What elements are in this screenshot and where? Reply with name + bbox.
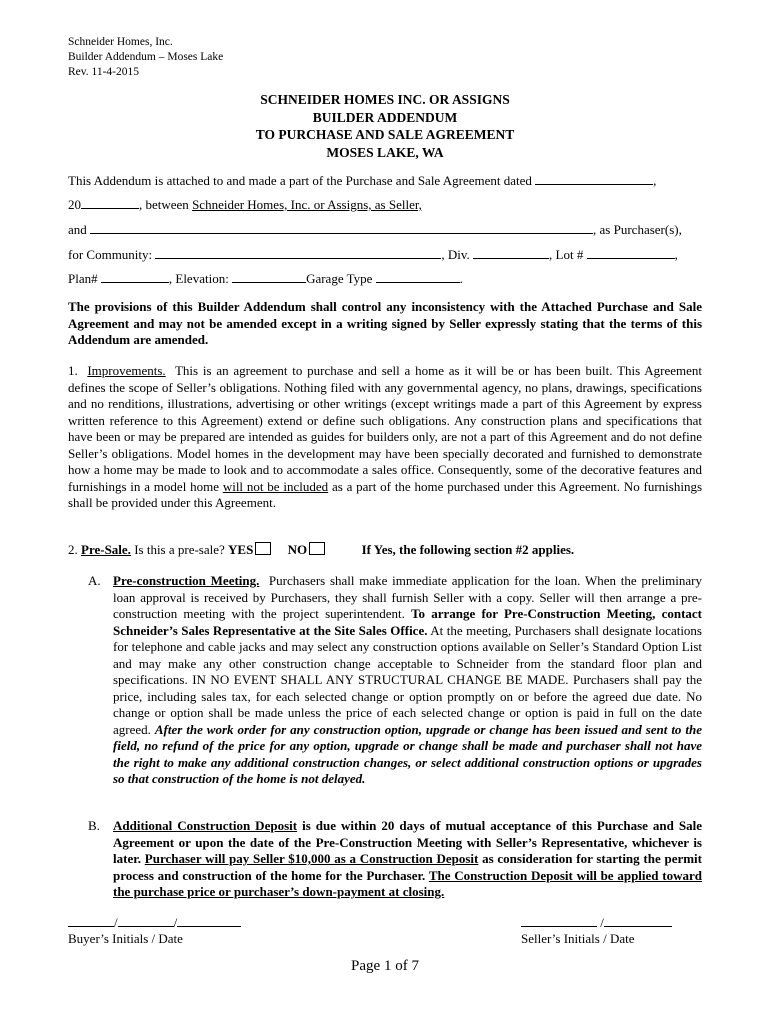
community-blank[interactable] bbox=[155, 246, 441, 259]
document-title bbox=[0, 91, 770, 161]
title-line-4: MOSES LAKE, WA bbox=[326, 144, 444, 160]
section-a-heading: Pre-construction Meeting. bbox=[113, 573, 260, 588]
buyer-initials-line: / / bbox=[68, 914, 241, 931]
page-number: Page 1 of 7 bbox=[351, 958, 419, 974]
title-line-2: BUILDER ADDENDUM bbox=[312, 109, 458, 125]
lot-blank[interactable] bbox=[587, 246, 675, 259]
section-1-improvements: 1. Improvements. This is an agreement to purchase and sell a home as it will be or has been built. This Agreement defines the scope of Seller’s obligations. Nothing filed with any governmental agency, no plans, drawings, specifications and no renditions, illustrations, advertising or other writings (except writings made a part of this Agreement by express written reference to this Agreement) extend or define such obligations. Any construction plans and specifications that have been or may be prepared are intended as guides for builders only, are not a part of this Agreement and do not define Seller’s obligations. Model homes in the development may have been specially decorated and furnished to demonstrate how a home may be made to look and to accommodate a sales office. Consequently, some of the decorative features and furnishings in a model home will not be included as a part of the home purchased under this Agreement. No furnishings shall be provided under this Agreement. bbox=[68, 363, 703, 510]
section-a-marker: A. bbox=[88, 573, 101, 588]
form-line-plan: Plan# , Elevation: Garage Type . bbox=[68, 271, 463, 286]
plan-blank[interactable] bbox=[101, 270, 169, 283]
section-b-deposit: Additional Construction Deposit is due within 20 days of mutual acceptance of this Purchase and Sale Agreement or upon the date of the Pre-Construction Meeting with Seller’s Representative, whichever is later. Purchaser will pay Seller $10,000 as a Construction Deposit as consideration for starting the permit process and construction of the home for the Purchaser. The Construction Deposit will be applied toward the purchase price or purchaser’s down-payment at closing. bbox=[113, 818, 702, 899]
form-line-purchaser: and , as Purchaser(s), bbox=[68, 222, 682, 237]
buyer-initials-label: Buyer’s Initials / Date bbox=[68, 931, 183, 946]
provisions-paragraph: The provisions of this Builder Addendum shall control any inconsistency with the Attached Purchase and Sale Agreement and may not be amended except in a writing signed by Seller expressly stating that the terms of this Addendum are amended. bbox=[68, 299, 702, 347]
buyer-initials-blank-1[interactable] bbox=[68, 914, 114, 927]
section-2-heading: Pre-Sale. bbox=[81, 542, 131, 557]
seller-initials-blank[interactable] bbox=[521, 914, 597, 927]
section-2-presale: 2. Pre-Sale. Is this a pre-sale? YES NO If Yes, the following section #2 applies. bbox=[68, 542, 575, 557]
section-1-heading: Improvements. bbox=[87, 363, 166, 378]
purchaser-blank[interactable] bbox=[90, 221, 593, 234]
form-line-year: 20 , between Schneider Homes, Inc. or Assigns, as Seller, bbox=[68, 197, 422, 212]
division-blank[interactable] bbox=[473, 246, 549, 259]
form-line-date: This Addendum is attached to and made a part of the Purchase and Sale Agreement dated , bbox=[68, 173, 657, 188]
section-2-applies: If Yes, the following section #2 applies. bbox=[361, 542, 575, 557]
title-line-1: SCHNEIDER HOMES INC. OR ASSIGNS bbox=[260, 92, 510, 107]
year-blank[interactable] bbox=[81, 196, 139, 209]
yes-checkbox[interactable] bbox=[255, 542, 271, 555]
seller-initials-label: Seller’s Initials / Date bbox=[521, 931, 635, 946]
section-b-heading: Additional Construction Deposit bbox=[113, 818, 298, 833]
header-addendum: Builder Addendum – Moses Lake bbox=[68, 51, 224, 63]
buyer-date-blank[interactable] bbox=[177, 914, 241, 927]
seller-date-blank[interactable] bbox=[604, 914, 672, 927]
section-a-preconstruction: Pre-construction Meeting. Purchasers shall make immediate application for the loan. When the preliminary loan approval is received by Purchasers, they shall furnish Seller with a copy. Seller will then arrange a pre-construction meeting with the project superintendent. To arrange for Pre-Construction Meeting, contact Schneider’s Sales Representative at the Site Sales Office. At the meeting, Purchasers shall designate locations for telephone and cable jacks and may select any construction options available on Seller’s Standard Option List and may make any other construction change acceptable to Schneider from the standard floor plan and specifications. IN NO EVENT SHALL ANY STRUCTURAL CHANGE BE MADE. Purchasers shall pay the price, including sales tax, for each selected change or option promptly on or before the agreed due date. No change or option shall be made unless the price of each selected change or option is paid in full on the date agreed. After the work order for any construction option, upgrade or change has been issued and sent to the field, no refund of the price for any option, upgrade or change shall be made and purchaser shall not have the right to make any additional construction changes, or select additional construction options or upgrades so that construction of the home is not delayed. bbox=[113, 573, 703, 786]
agreement-date-blank[interactable] bbox=[535, 172, 653, 185]
seller-name: Schneider Homes, Inc. or Assigns, as Seller, bbox=[192, 197, 422, 212]
form-line-community: for Community: , Div. , Lot # , bbox=[68, 247, 678, 262]
document-header bbox=[68, 35, 223, 80]
seller-initials-line: / bbox=[521, 914, 672, 931]
garage-type-blank[interactable] bbox=[376, 270, 460, 283]
header-company: Schneider Homes, Inc. bbox=[68, 36, 173, 48]
attached-text: This Addendum is attached to and made a part of the Purchase and Sale Agreement dated bbox=[68, 173, 532, 188]
buyer-initials-blank-2[interactable] bbox=[118, 914, 174, 927]
header-revision: Rev. 11-4-2015 bbox=[68, 66, 140, 78]
elevation-blank[interactable] bbox=[232, 270, 306, 283]
title-line-3: TO PURCHASE AND SALE AGREEMENT bbox=[255, 127, 515, 142]
section-b-marker: B. bbox=[88, 818, 100, 833]
no-checkbox[interactable] bbox=[309, 542, 325, 555]
